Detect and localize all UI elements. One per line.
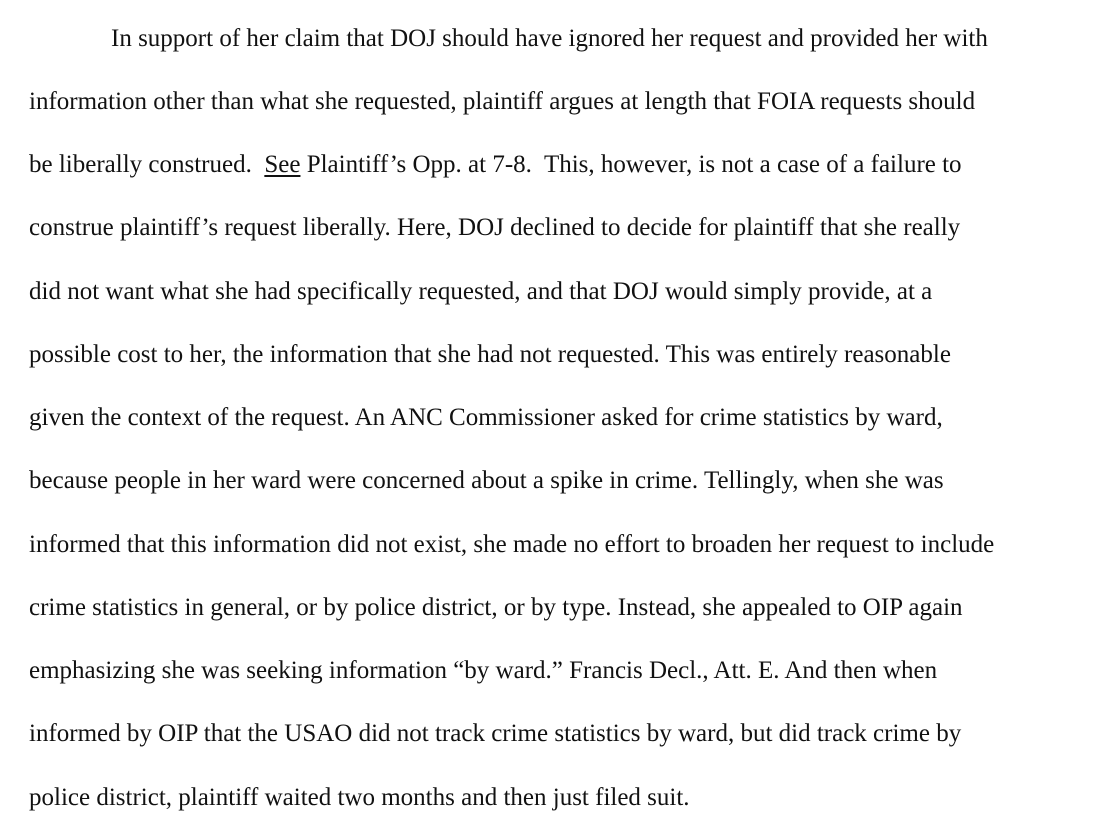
paragraph-line: construe plaintiff’s request liberally. Here, DOJ declined to decide for plaintiff that she really bbox=[29, 214, 961, 241]
paragraph-line: informed that this information did not exist, she made no effort to broaden her request to include bbox=[29, 531, 995, 558]
paragraph-line: crime statistics in general, or by police district, or by type. Instead, she appealed to OIP again bbox=[29, 594, 963, 621]
paragraph-line: did not want what she had specifically requested, and that DOJ would simply provide, at a bbox=[29, 278, 933, 305]
paragraph-line: informed by OIP that the USAO did not track crime statistics by ward, but did track crime by bbox=[29, 720, 962, 747]
paragraph-line: In support of her claim that DOJ should have ignored her request and provided her with bbox=[111, 25, 988, 52]
citation-signal-see: See bbox=[264, 151, 301, 178]
paragraph-line: given the context of the request. An ANC Commissioner asked for crime statistics by ward, bbox=[29, 404, 943, 431]
line-text-before-citation: be liberally construed. bbox=[29, 151, 265, 178]
paragraph-line: information other than what she requested, plaintiff argues at length that FOIA requests should bbox=[29, 88, 976, 115]
paragraph-line: emphasizing she was seeking information “by ward.” Francis Decl., Att. E. And then when bbox=[29, 657, 938, 684]
paragraph-line: police district, plaintiff waited two months and then just filed suit. bbox=[29, 784, 690, 811]
paragraph-line: because people in her ward were concerned about a spike in crime. Tellingly, when she was bbox=[29, 467, 944, 494]
paragraph-line: possible cost to her, the information that she had not requested. This was entirely reasonable bbox=[29, 341, 951, 368]
paragraph-line bbox=[29, 150, 962, 180]
line-text-after-citation: Plaintiff’s Opp. at 7-8. This, however, is not a case of a failure to bbox=[300, 151, 962, 178]
